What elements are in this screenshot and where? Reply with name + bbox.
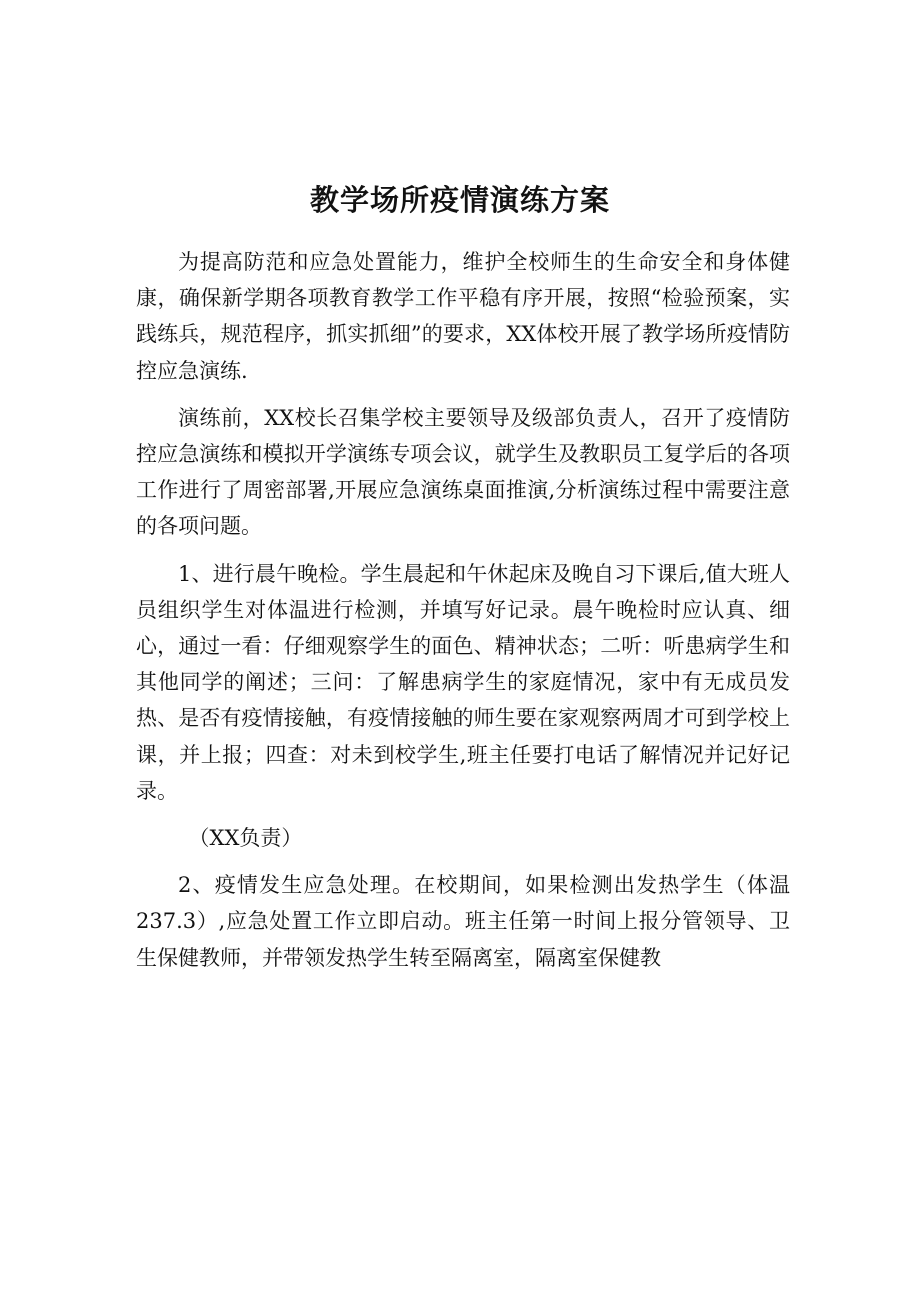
document-body xyxy=(136,244,790,976)
document-title: 教学场所疫情演练方案 xyxy=(309,183,610,217)
paragraph-preparation: 演练前，XX校长召集学校主要领导及级部负责人，召开了疫情防控应急演练和模拟开学演练专项会议，就学生及教职员工复学后的各项工作进行了周密部署,开展应急演练桌面推演,分析演练过程中需要注意的各项问题。 xyxy=(136,405,790,539)
paragraph-responsible-note: （XX负责） xyxy=(188,826,303,851)
paragraph-intro: 为提高防范和应急处置能力，维护全校师生的生命安全和身体健康，确保新学期各项教育教学工作平稳有序开展，按照“检验预案，实践练兵，规范程序，抓实抓细”的要求，XX体校开展了教学场所疫情防控应急演练. xyxy=(136,250,790,383)
paragraph-step-2-emergency: 2、疫情发生应急处理。在校期间，如果检测出发热学生（体温237.3）,应急处置工作立即启动。班主任第一时间上报分管领导、卫生保健教师，并带领发热学生转至隔离室，隔离室保健教 xyxy=(136,873,790,970)
paragraph-step-1-checks: 1、进行晨午晚检。学生晨起和午休起床及晚自习下课后,值大班人员组织学生对体温进行检测，并填写好记录。晨午晚检时应认真、细心，通过一看：仔细观察学生的面色、精神状态；二听：听患病学生和其他同学的阐述；三问：了解患病学生的家庭情况，家中有无成员发热、是否有疫情接触，有疫情接触的师生要在家观察两周才可到学校上课，并上报；四查：对未到校学生,班主任要打电话了解情况并记好记录。 xyxy=(136,561,790,803)
